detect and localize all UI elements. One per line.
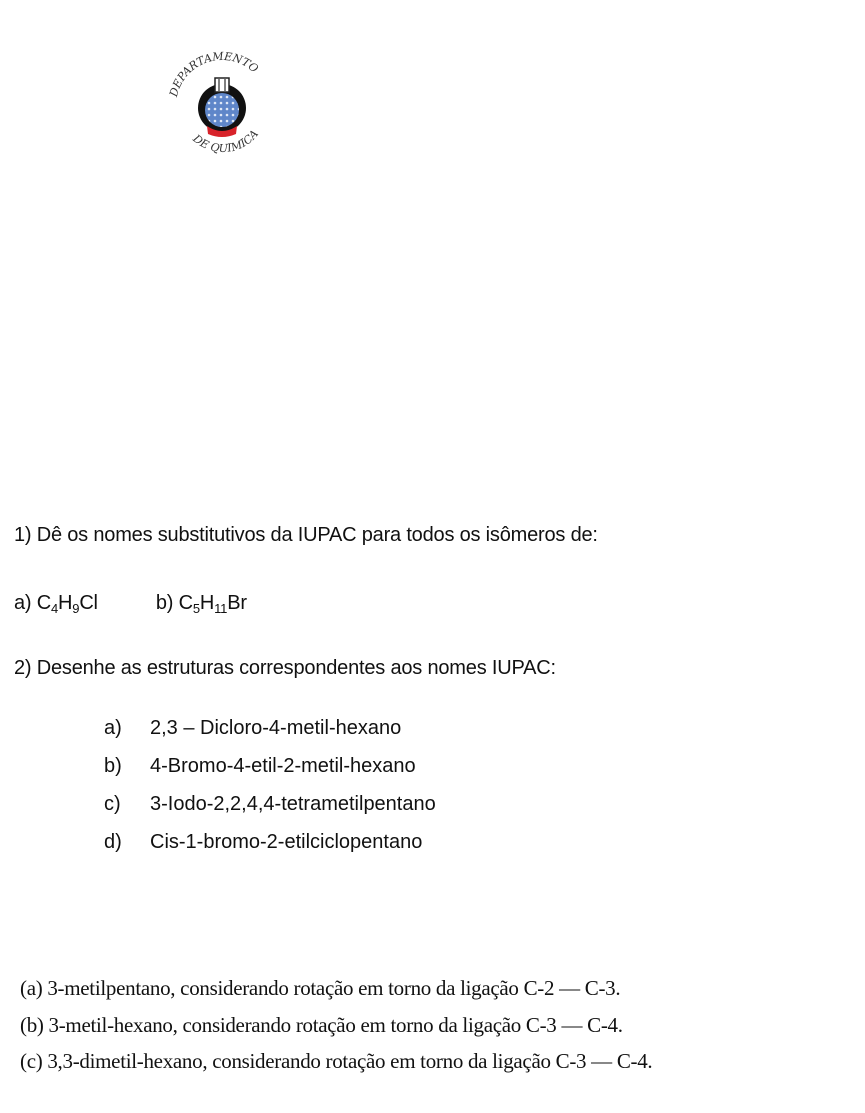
question-2-text: 2) Desenhe as estruturas correspondentes aos nomes IUPAC: xyxy=(14,657,556,679)
chemistry-flask-logo-icon xyxy=(152,40,292,168)
conformation-item-a: (a) 3-metilpentano, considerando rotação em torno da ligação C-2 — C-3. xyxy=(20,976,621,1000)
formula-b: b) $C_5H_{11}Br$ xyxy=(155,592,247,616)
logo-bottom-text: DE QUIMICA xyxy=(190,127,262,156)
question-2-list xyxy=(104,716,436,868)
question-1-text: 1) Dê os nomes substitutivos da IUPAC para todos os isômeros de: xyxy=(14,524,598,546)
conformation-item-c: (c) 3,3-dimetil-hexano, considerando rotação em torno da ligação C-3 — C-4. xyxy=(20,1049,653,1073)
list-item: d) Cis-1-bromo-2-etilciclopentano xyxy=(104,831,423,853)
list-item: b) 4-Bromo-4-etil-2-metil-hexano xyxy=(104,755,416,777)
list-item: a) 2,3 – Dicloro-4-metil-hexano xyxy=(104,717,402,739)
logo-top-text: DEPARTAMENTO xyxy=(166,49,261,99)
conformation-item-b: (b) 3-metil-hexano, considerando rotação em torno da ligação C-3 — C-4. xyxy=(20,1013,623,1037)
formula-a: a) $C_4H_9Cl$ xyxy=(14,592,98,616)
list-item: c) 3-Iodo-2,2,4,4-tetrametilpentano xyxy=(104,793,436,815)
department-logo xyxy=(152,40,292,168)
question-1-formulas xyxy=(14,592,247,615)
